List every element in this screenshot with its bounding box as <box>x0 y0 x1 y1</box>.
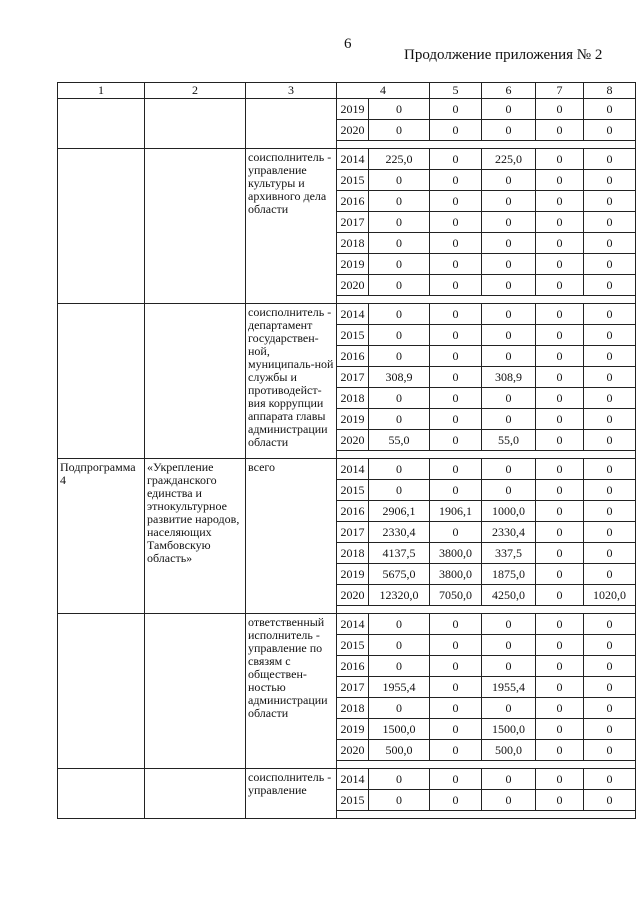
year-cell: 2016 <box>337 346 369 367</box>
value-cell: 0 <box>584 564 636 585</box>
value-cell: 0 <box>482 480 536 501</box>
value-cell: 0 <box>536 740 584 761</box>
value-cell: 0 <box>430 99 482 120</box>
year-cell: 2015 <box>337 325 369 346</box>
year-cell: 2019 <box>337 564 369 585</box>
value-cell: 1875,0 <box>482 564 536 585</box>
value-cell: 0 <box>536 522 584 543</box>
value-cell: 0 <box>482 233 536 254</box>
year-cell: 2020 <box>337 275 369 296</box>
value-cell: 2906,1 <box>369 501 430 522</box>
year-cell: 2016 <box>337 191 369 212</box>
table-row <box>58 614 636 635</box>
value-cell: 0 <box>536 275 584 296</box>
year-cell: 2018 <box>337 698 369 719</box>
value-cell: 0 <box>584 120 636 141</box>
appendix-continuation-note: Продолжение приложения № 2 <box>404 47 603 63</box>
value-cell: 0 <box>369 790 430 811</box>
value-cell: 0 <box>536 430 584 451</box>
value-cell: 0 <box>369 346 430 367</box>
value-cell: 0 <box>482 698 536 719</box>
value-cell: 0 <box>584 677 636 698</box>
value-cell: 0 <box>430 740 482 761</box>
value-cell: 0 <box>430 409 482 430</box>
value-cell: 0 <box>430 212 482 233</box>
value-cell: 0 <box>482 254 536 275</box>
value-cell: 0 <box>369 325 430 346</box>
value-cell: 0 <box>536 698 584 719</box>
value-cell: 0 <box>536 769 584 790</box>
value-cell: 0 <box>369 275 430 296</box>
value-cell: 2330,4 <box>369 522 430 543</box>
value-cell: 1955,4 <box>482 677 536 698</box>
executor-cell: соисполнитель - управление культуры и архивного дела области <box>246 149 337 304</box>
name-cell <box>145 149 246 304</box>
value-cell: 0 <box>369 254 430 275</box>
name-cell <box>145 304 246 459</box>
spacer-cell <box>337 761 636 769</box>
spacer-cell <box>337 141 636 149</box>
year-cell: 2016 <box>337 656 369 677</box>
table-row <box>58 459 636 480</box>
year-cell: 2019 <box>337 719 369 740</box>
budget-table <box>57 82 636 819</box>
value-cell: 3800,0 <box>430 564 482 585</box>
value-cell: 0 <box>584 99 636 120</box>
executor-cell <box>246 99 337 149</box>
value-cell: 0 <box>536 635 584 656</box>
value-cell: 0 <box>584 170 636 191</box>
value-cell: 0 <box>536 543 584 564</box>
value-cell: 308,9 <box>482 367 536 388</box>
header-cell-7: 7 <box>536 83 584 99</box>
value-cell: 1500,0 <box>482 719 536 740</box>
year-cell: 2017 <box>337 367 369 388</box>
program-cell: Подпрограмма 4 <box>58 459 145 614</box>
executor-cell: всего <box>246 459 337 614</box>
year-cell: 2015 <box>337 790 369 811</box>
value-cell: 0 <box>584 656 636 677</box>
value-cell: 0 <box>536 191 584 212</box>
value-cell: 0 <box>369 635 430 656</box>
value-cell: 0 <box>536 254 584 275</box>
value-cell: 0 <box>536 480 584 501</box>
value-cell: 0 <box>536 325 584 346</box>
value-cell: 0 <box>584 367 636 388</box>
value-cell: 0 <box>430 254 482 275</box>
value-cell: 0 <box>584 459 636 480</box>
year-cell: 2014 <box>337 614 369 635</box>
value-cell: 0 <box>369 233 430 254</box>
value-cell: 0 <box>430 346 482 367</box>
value-cell: 0 <box>584 325 636 346</box>
value-cell: 0 <box>536 585 584 606</box>
table-row <box>58 304 636 325</box>
value-cell: 0 <box>430 367 482 388</box>
name-cell: «Укрепление гражданского единства и этнокультурное развитие народов, населяющих Тамбовскую область» <box>145 459 246 614</box>
value-cell: 0 <box>430 522 482 543</box>
value-cell: 0 <box>584 304 636 325</box>
spacer-cell <box>337 606 636 614</box>
header-cell-8: 8 <box>584 83 636 99</box>
value-cell: 12320,0 <box>369 585 430 606</box>
spacer-cell <box>337 811 636 819</box>
value-cell: 0 <box>482 614 536 635</box>
value-cell: 0 <box>430 304 482 325</box>
program-cell <box>58 149 145 304</box>
value-cell: 0 <box>430 459 482 480</box>
value-cell: 4250,0 <box>482 585 536 606</box>
year-cell: 2020 <box>337 585 369 606</box>
value-cell: 0 <box>536 170 584 191</box>
year-cell: 2019 <box>337 99 369 120</box>
value-cell: 0 <box>482 325 536 346</box>
value-cell: 225,0 <box>369 149 430 170</box>
value-cell: 0 <box>536 459 584 480</box>
value-cell: 0 <box>584 769 636 790</box>
value-cell: 0 <box>369 99 430 120</box>
budget-table-body <box>58 83 636 819</box>
value-cell: 0 <box>584 719 636 740</box>
value-cell: 0 <box>369 120 430 141</box>
value-cell: 0 <box>584 522 636 543</box>
value-cell: 0 <box>536 677 584 698</box>
value-cell: 0 <box>482 275 536 296</box>
value-cell: 0 <box>536 233 584 254</box>
value-cell: 0 <box>430 480 482 501</box>
value-cell: 0 <box>536 501 584 522</box>
year-cell: 2019 <box>337 409 369 430</box>
year-cell: 2017 <box>337 212 369 233</box>
page-number: 6 <box>344 36 352 52</box>
value-cell: 308,9 <box>369 367 430 388</box>
value-cell: 3800,0 <box>430 543 482 564</box>
program-cell <box>58 304 145 459</box>
value-cell: 0 <box>482 769 536 790</box>
value-cell: 0 <box>369 614 430 635</box>
value-cell: 0 <box>369 769 430 790</box>
value-cell: 0 <box>430 191 482 212</box>
value-cell: 0 <box>536 212 584 233</box>
value-cell: 0 <box>536 367 584 388</box>
value-cell: 0 <box>369 656 430 677</box>
value-cell: 0 <box>369 170 430 191</box>
value-cell: 0 <box>584 698 636 719</box>
value-cell: 0 <box>584 346 636 367</box>
value-cell: 0 <box>482 409 536 430</box>
value-cell: 0 <box>430 120 482 141</box>
spacer-cell <box>337 296 636 304</box>
value-cell: 0 <box>430 170 482 191</box>
value-cell: 0 <box>584 480 636 501</box>
header-cell-6: 6 <box>482 83 536 99</box>
value-cell: 0 <box>482 304 536 325</box>
value-cell: 0 <box>430 698 482 719</box>
year-cell: 2018 <box>337 388 369 409</box>
value-cell: 0 <box>430 769 482 790</box>
value-cell: 0 <box>482 459 536 480</box>
year-cell: 2020 <box>337 430 369 451</box>
value-cell: 0 <box>584 635 636 656</box>
value-cell: 0 <box>584 543 636 564</box>
value-cell: 55,0 <box>369 430 430 451</box>
value-cell: 0 <box>482 99 536 120</box>
value-cell: 0 <box>584 614 636 635</box>
year-cell: 2018 <box>337 233 369 254</box>
year-cell: 2014 <box>337 149 369 170</box>
value-cell: 0 <box>430 275 482 296</box>
value-cell: 0 <box>430 614 482 635</box>
year-cell: 2015 <box>337 480 369 501</box>
header-cell-1: 1 <box>58 83 145 99</box>
executor-cell: соисполнитель - департамент государствен-ной, муниципаль-ной службы и противодейст-вия коррупции аппарата главы администрации области <box>246 304 337 459</box>
year-cell: 2015 <box>337 635 369 656</box>
value-cell: 5675,0 <box>369 564 430 585</box>
name-cell <box>145 99 246 149</box>
value-cell: 0 <box>430 656 482 677</box>
value-cell: 0 <box>430 430 482 451</box>
value-cell: 7050,0 <box>430 585 482 606</box>
value-cell: 0 <box>430 149 482 170</box>
table-row <box>58 769 636 790</box>
value-cell: 0 <box>482 635 536 656</box>
header-cell-3: 3 <box>246 83 337 99</box>
value-cell: 0 <box>430 790 482 811</box>
year-cell: 2020 <box>337 120 369 141</box>
value-cell: 0 <box>584 212 636 233</box>
value-cell: 0 <box>584 409 636 430</box>
value-cell: 337,5 <box>482 543 536 564</box>
value-cell: 0 <box>369 304 430 325</box>
value-cell: 0 <box>482 191 536 212</box>
value-cell: 0 <box>482 120 536 141</box>
value-cell: 225,0 <box>482 149 536 170</box>
value-cell: 0 <box>584 191 636 212</box>
value-cell: 0 <box>536 564 584 585</box>
value-cell: 0 <box>584 275 636 296</box>
year-cell: 2017 <box>337 522 369 543</box>
value-cell: 0 <box>369 409 430 430</box>
value-cell: 500,0 <box>482 740 536 761</box>
value-cell: 0 <box>536 304 584 325</box>
value-cell: 0 <box>536 409 584 430</box>
value-cell: 0 <box>584 388 636 409</box>
value-cell: 1955,4 <box>369 677 430 698</box>
year-cell: 2020 <box>337 740 369 761</box>
header-row <box>58 83 636 99</box>
value-cell: 1906,1 <box>430 501 482 522</box>
value-cell: 0 <box>584 149 636 170</box>
value-cell: 0 <box>536 790 584 811</box>
year-cell: 2019 <box>337 254 369 275</box>
year-cell: 2015 <box>337 170 369 191</box>
value-cell: 0 <box>584 501 636 522</box>
value-cell: 0 <box>536 346 584 367</box>
value-cell: 1000,0 <box>482 501 536 522</box>
value-cell: 0 <box>430 719 482 740</box>
value-cell: 0 <box>536 388 584 409</box>
value-cell: 0 <box>430 635 482 656</box>
value-cell: 0 <box>430 677 482 698</box>
spacer-cell <box>337 451 636 459</box>
year-cell: 2016 <box>337 501 369 522</box>
value-cell: 0 <box>536 120 584 141</box>
header-cell-2: 2 <box>145 83 246 99</box>
value-cell: 0 <box>536 614 584 635</box>
value-cell: 55,0 <box>482 430 536 451</box>
program-cell <box>58 614 145 769</box>
value-cell: 4137,5 <box>369 543 430 564</box>
value-cell: 1500,0 <box>369 719 430 740</box>
value-cell: 0 <box>369 480 430 501</box>
value-cell: 0 <box>369 698 430 719</box>
table-row <box>58 99 636 120</box>
value-cell: 0 <box>536 149 584 170</box>
name-cell <box>145 614 246 769</box>
name-cell <box>145 769 246 819</box>
value-cell: 0 <box>430 325 482 346</box>
value-cell: 0 <box>482 212 536 233</box>
value-cell: 0 <box>482 346 536 367</box>
value-cell: 0 <box>482 790 536 811</box>
value-cell: 0 <box>536 719 584 740</box>
executor-cell: ответственный исполнитель - управление по связям с обществен-ностью администрации области <box>246 614 337 769</box>
value-cell: 0 <box>482 388 536 409</box>
value-cell: 0 <box>482 170 536 191</box>
value-cell: 0 <box>369 191 430 212</box>
value-cell: 0 <box>536 99 584 120</box>
program-cell <box>58 99 145 149</box>
year-cell: 2014 <box>337 459 369 480</box>
value-cell: 0 <box>584 790 636 811</box>
year-cell: 2014 <box>337 769 369 790</box>
value-cell: 2330,4 <box>482 522 536 543</box>
value-cell: 0 <box>369 459 430 480</box>
program-cell <box>58 769 145 819</box>
value-cell: 0 <box>482 656 536 677</box>
value-cell: 0 <box>369 212 430 233</box>
header-cell-5: 5 <box>430 83 482 99</box>
year-cell: 2014 <box>337 304 369 325</box>
value-cell: 0 <box>584 430 636 451</box>
header-cell-4: 4 <box>337 83 430 99</box>
executor-cell: соисполнитель - управление <box>246 769 337 819</box>
year-cell: 2017 <box>337 677 369 698</box>
value-cell: 0 <box>430 388 482 409</box>
value-cell: 0 <box>584 740 636 761</box>
value-cell: 0 <box>584 254 636 275</box>
value-cell: 0 <box>430 233 482 254</box>
year-cell: 2018 <box>337 543 369 564</box>
table-row <box>58 149 636 170</box>
value-cell: 0 <box>369 388 430 409</box>
value-cell: 0 <box>584 233 636 254</box>
value-cell: 1020,0 <box>584 585 636 606</box>
value-cell: 500,0 <box>369 740 430 761</box>
value-cell: 0 <box>536 656 584 677</box>
